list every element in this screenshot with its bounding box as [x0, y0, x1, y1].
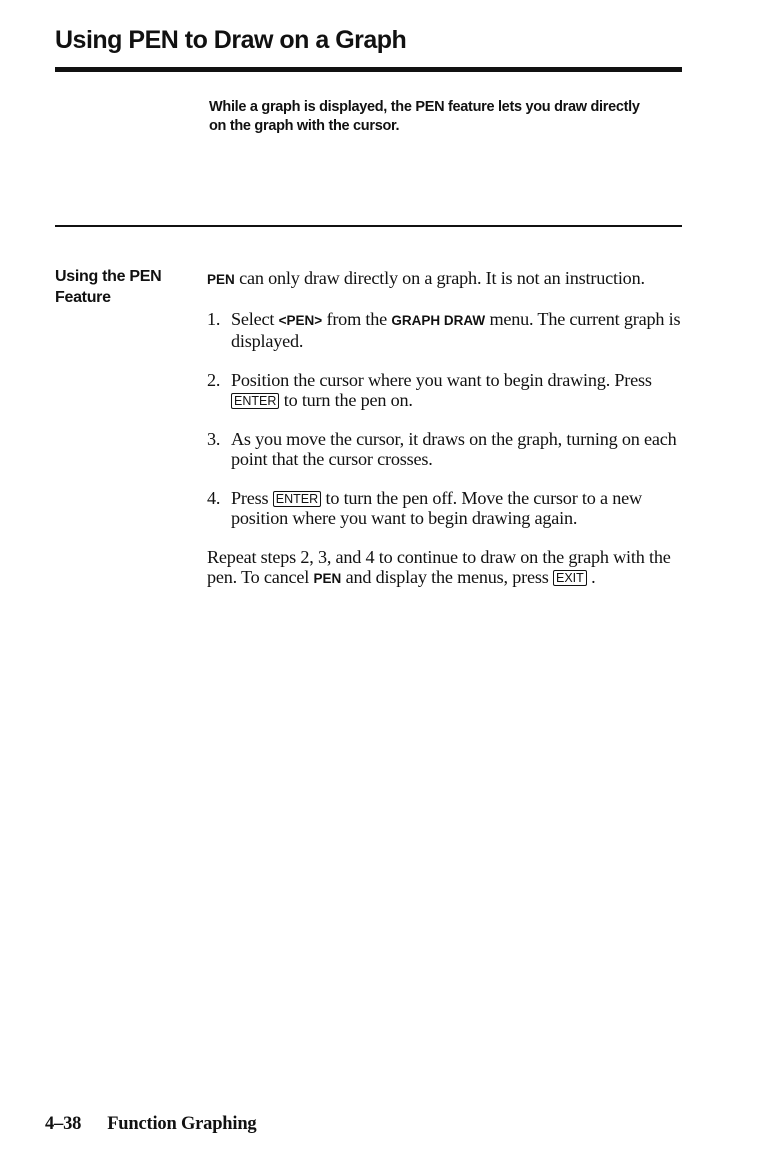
chapter-title: Function Graphing [107, 1114, 257, 1134]
enter-key: ENTER [273, 491, 321, 507]
page-title: Using PEN to Draw on a Graph [55, 26, 407, 54]
section-divider [55, 225, 682, 227]
pen-keyword: PEN [313, 571, 342, 586]
step-3 [207, 429, 682, 470]
section-heading [55, 266, 195, 308]
step-number: 1. [207, 308, 221, 329]
step-text: from the [322, 308, 392, 329]
step-2 [207, 370, 682, 411]
closing-text: Repeat steps 2, 3, and 4 to continue to draw on the graph with the pen. To cancel [207, 546, 671, 587]
title-divider [55, 67, 682, 72]
step-number: 4. [207, 487, 221, 508]
intro-paragraph-text: can only draw directly on a graph. It is not an instruction. [234, 268, 645, 288]
pen-menu-item: <PEN> [278, 312, 323, 328]
step-text: Press [231, 487, 273, 508]
step-text: to turn the pen off. Move the cursor to a new position where you want to begin drawing again. [231, 487, 642, 528]
step-number: 3. [207, 428, 221, 449]
intro-paragraph [207, 268, 682, 291]
enter-key: ENTER [231, 393, 279, 409]
step-text: Select [231, 308, 279, 329]
page-footer [45, 1114, 256, 1135]
closing-text: and display the menus, press [341, 567, 553, 587]
page-number: 4–38 [45, 1114, 82, 1134]
steps-list [207, 309, 682, 529]
pen-keyword: PEN [207, 272, 235, 287]
closing-paragraph [207, 547, 682, 590]
section-heading-line1: Using the PEN [55, 268, 162, 285]
step-text: As you move the cursor, it draws on the graph, turning on each point that the cursor crosses. [231, 428, 677, 469]
section-heading-line2: Feature [55, 289, 111, 306]
step-4 [207, 488, 682, 529]
intro-text: While a graph is displayed, the PEN feature lets you draw directly on the graph with the cursor. [209, 99, 640, 134]
step-text: to turn the pen on. [279, 390, 413, 410]
step-number: 2. [207, 369, 221, 390]
exit-key: EXIT [553, 570, 587, 586]
graph-draw-menu-name: GRAPH DRAW [391, 312, 486, 328]
closing-text: . [586, 567, 596, 587]
section-body [207, 268, 682, 608]
step-text: Position the cursor where you want to begin drawing. Press [231, 369, 652, 390]
step-1 [207, 309, 682, 352]
step-text: menu. The current graph is displayed. [231, 308, 681, 351]
